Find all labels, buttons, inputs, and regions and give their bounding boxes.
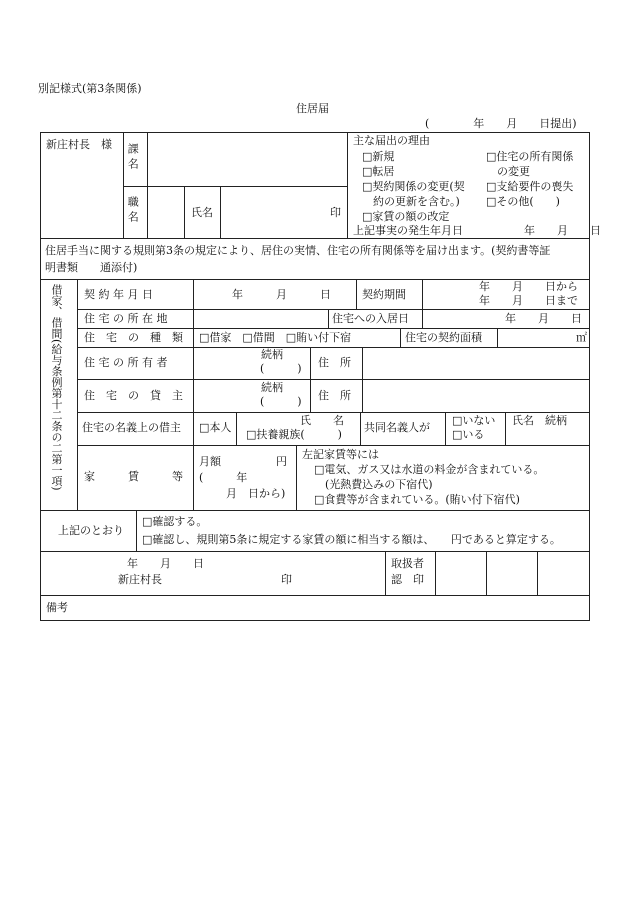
remarks-label: 備考 [46, 601, 68, 614]
rent-from-year[interactable]: ( 年 [199, 471, 248, 484]
owner-relation: 続柄 [261, 348, 283, 361]
lessee-name-label: 氏 名 [300, 414, 344, 427]
seal-mark: 印 [330, 206, 341, 219]
contract-period-label: 契約期間 [362, 288, 406, 301]
footer-mayor: 新庄村長 [118, 573, 162, 586]
statement-line-2: 明書類 通添付) [45, 261, 138, 274]
confirm-label: 上記のとおり [58, 524, 124, 537]
contract-date-label: 契 約 年 月 日 [84, 288, 153, 301]
lessee-label: 住宅の名義上の借主 [82, 421, 181, 434]
addressee: 新庄村長 様 [46, 138, 112, 151]
reason-contract[interactable]: □契約関係の変更(契 [362, 180, 465, 193]
co-name-none[interactable]: □いない [452, 414, 496, 427]
handler-seal-label: 認 印 [391, 573, 424, 586]
side-label: 借家、借間(給与条例第十二条の二第一項) [50, 284, 63, 491]
owner-relation-field[interactable]: ( ) [260, 362, 302, 375]
rent-from-date[interactable]: 月 日から) [226, 487, 286, 500]
reason-other[interactable]: □その他( ) [486, 195, 560, 208]
co-name-exists[interactable]: □いる [452, 428, 485, 441]
lessee-self[interactable]: □本人 [199, 421, 232, 434]
statement-line-1: 住居手当に関する規則第3条の規定により、居住の実情、住宅の所有関係等を届け出ます。(契約書等証 [45, 244, 551, 257]
occurrence-label: 上記事実の発生年月日 [353, 224, 463, 237]
reason-ownership[interactable]: □住宅の所有関係 [486, 150, 574, 163]
contract-date-value[interactable]: 年 月 日 [232, 288, 331, 301]
lessor-relation: 続柄 [261, 381, 283, 394]
area-unit: ㎡ [576, 331, 587, 344]
footer-date[interactable]: 年 月 日 [127, 557, 204, 570]
dept-label: 課名 [126, 143, 140, 173]
rent-note-utilities-cont: (光熱費込みの下宿代) [314, 478, 433, 491]
footer-seal: 印 [281, 573, 292, 586]
contract-period-to[interactable]: 年 月 日まで [479, 294, 578, 307]
reason-loss[interactable]: □支給要件の喪失 [486, 180, 574, 193]
reasons-title: 主な届出の理由 [353, 134, 430, 147]
occurrence-date: 年 月 日 [524, 224, 601, 237]
form-label: 別記様式(第3条関係) [38, 82, 142, 95]
reason-move[interactable]: □転居 [362, 165, 395, 178]
lessor-address-label: 住 所 [318, 389, 351, 402]
reason-contract-cont: 約の更新を含む。) [362, 195, 460, 208]
submission-date: ( 年 月 日提出) [425, 117, 577, 130]
rent-note-utilities[interactable]: □電気、ガス又は水道の料金が含まれている。 [314, 463, 545, 476]
area-label: 住宅の契約面積 [405, 331, 482, 344]
post-label: 職名 [126, 196, 140, 226]
location-label: 住 宅 の 所 在 地 [84, 312, 168, 325]
lessor-label: 住 宅 の 貸 主 [84, 389, 183, 402]
lessee-dependent[interactable]: □扶養親族( ) [246, 428, 342, 441]
reason-new[interactable]: □新規 [362, 150, 395, 163]
co-name-label: 共同名義人が [364, 421, 430, 434]
move-in-label: 住宅への入居日 [332, 312, 409, 325]
lessor-relation-field[interactable]: ( ) [260, 395, 302, 408]
contract-period-from[interactable]: 年 月 日から [479, 280, 578, 293]
reason-rent[interactable]: □家賃の額の改定 [362, 210, 450, 223]
owner-label: 住 宅 の 所 有 者 [84, 356, 168, 369]
confirm-check[interactable]: □確認する。 [142, 515, 208, 528]
form-title: 住居届 [296, 102, 329, 115]
rent-label: 家 賃 等 [84, 470, 183, 483]
rent-monthly[interactable]: 月額 円 [199, 455, 287, 468]
handler-label: 取扱者 [391, 557, 424, 570]
reason-ownership-cont: の変更 [486, 165, 530, 178]
type-options[interactable]: □借家 □借間 □賄い付下宿 [199, 331, 352, 344]
co-name-name-relation: 氏名 続柄 [512, 414, 567, 427]
confirm-calc[interactable]: □確認し、規則第5条に規定する家賃の額に相当する額は、 円であると算定する。 [142, 533, 561, 546]
move-in-value[interactable]: 年 月 日 [505, 312, 582, 325]
rent-note-meals[interactable]: □食費等が含まれている。(賄い付下宿代) [314, 493, 520, 506]
owner-address-label: 住 所 [318, 356, 351, 369]
rent-notes-title: 左記家賃等には [302, 448, 379, 461]
name-label: 氏名 [191, 206, 213, 219]
type-label: 住 宅 の 種 類 [84, 331, 183, 344]
